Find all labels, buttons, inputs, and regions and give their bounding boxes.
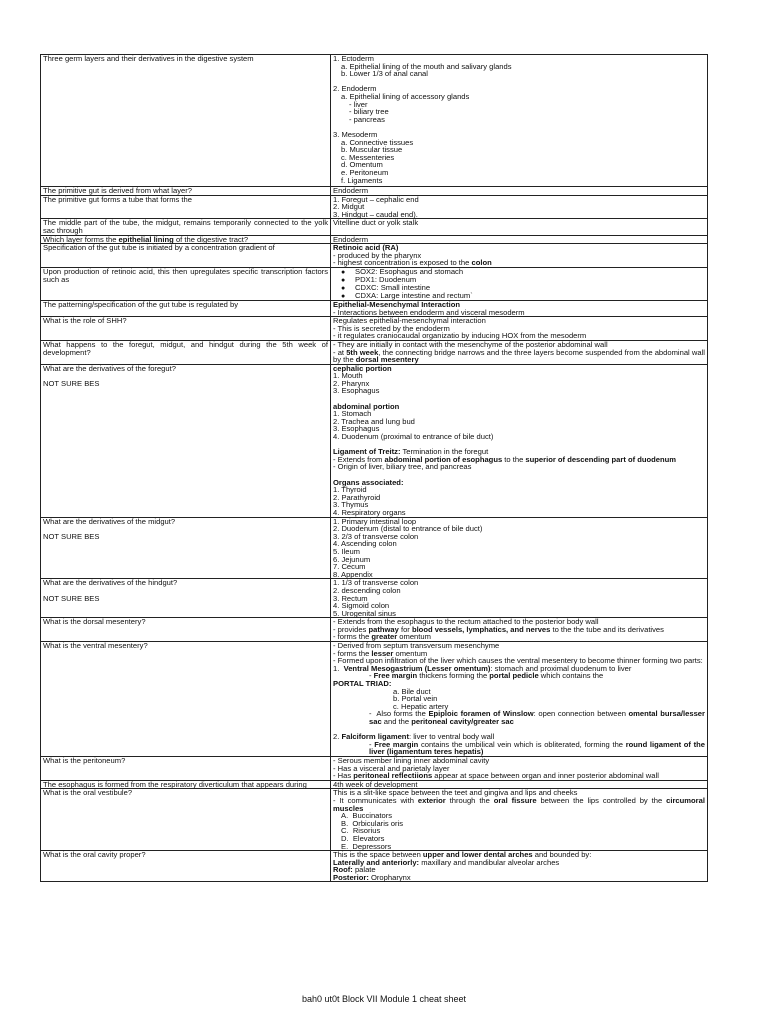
- table-row: [41, 340, 708, 364]
- page-footer: bah0 ut0t Block VII Module 1 cheat sheet: [301, 994, 467, 1004]
- answer-line: - Origin of liver, biliary tree, and pancreas: [333, 462, 472, 472]
- answer-line: - at 5th week, the connecting bridge narrows and the three layers become suspended from the abdominal wall by the dorsal mesentery: [333, 347, 708, 365]
- table-row: [41, 55, 708, 187]
- answer-line: 3. Thymus: [333, 500, 369, 510]
- answer-line: f. Ligaments: [341, 175, 383, 185]
- answer-line: 7. Cecum: [333, 562, 366, 572]
- table-row: [41, 267, 708, 300]
- question-cell: [41, 300, 331, 316]
- question-text: Upon production of retinoic acid, this then upregulates specific transcription factors such as: [43, 267, 331, 284]
- answer-line: - forms the lesser omentum: [333, 648, 428, 658]
- answer-line: E. Depressors: [341, 841, 392, 851]
- question-text: What is the role of SHH?: [43, 316, 127, 326]
- answer-line: 2. Parathyroid: [333, 492, 381, 502]
- question-cell: [41, 364, 331, 517]
- question-text: What are the derivatives of the foregut?: [43, 364, 176, 373]
- answer-line: e. Peritoneum: [341, 167, 389, 177]
- answer-heading: cephalic portion: [333, 364, 392, 373]
- answer-line: - Serous member lining inner abdominal cavity: [333, 756, 490, 765]
- answer-cell: [331, 235, 708, 244]
- answer-line: - Derived from septum transversum mesenchyme: [333, 641, 500, 651]
- question-cell: [41, 579, 331, 618]
- table-row: [41, 851, 708, 882]
- answer-cell: [331, 187, 708, 196]
- answer-cell: [331, 219, 708, 235]
- answer-line: 4. Duodenum (proximal to entrance of bile duct): [333, 432, 494, 442]
- answer-line: ● CDXA: Large intestine and rectum`: [333, 292, 705, 300]
- question-cell: [41, 642, 331, 757]
- question-cell: [41, 187, 331, 196]
- table-row: [41, 579, 708, 618]
- answer-cell: [331, 517, 708, 579]
- question-text: The patterning/specification of the gut tube is regulated by: [43, 300, 239, 309]
- answer-line: - Has peritoneal reflectiions appear at space between organ and inner posterior abdominal wall: [333, 771, 659, 781]
- answer-line: 2. Trachea and lung bud: [333, 416, 415, 426]
- answer-line: C. Risorius: [341, 826, 381, 836]
- answer-line: 1. 1/3 of transverse colon: [333, 578, 419, 588]
- question-cell: [41, 756, 331, 780]
- table-row: [41, 789, 708, 851]
- table-row: [41, 364, 708, 517]
- question-cell: [41, 340, 331, 364]
- answer-line: Vitelline duct or yolk stalk: [333, 218, 419, 228]
- answer-line: 4. Respiratory organs: [333, 507, 406, 517]
- answer-line: - highest concentration is exposed to the colon: [333, 258, 492, 268]
- question-text: Which layer forms the epithelial lining of the digestive tract?: [43, 235, 249, 244]
- answer-heading: Organs associated:: [333, 477, 404, 487]
- answer-cell: [331, 55, 708, 187]
- table-row: [41, 317, 708, 341]
- note-text: NOT SURE BES: [43, 378, 100, 388]
- table-row: [41, 756, 708, 780]
- answer-line: - Formed upon infiltration of the liver which causes the ventral mesentery to become thinner forming two parts:: [333, 656, 703, 666]
- answer-line: 1. Ventral Mesogastrium (Lesser omentum): stomach and proximal duodenum to liver: [333, 663, 632, 673]
- answer-cell: [331, 267, 708, 300]
- table-row: [41, 300, 708, 316]
- answer-line: A. Buccinators: [341, 811, 393, 821]
- answer-cell: [331, 195, 708, 219]
- table-row: [41, 780, 708, 789]
- answer-line: B. Orbicularis oris: [341, 818, 404, 828]
- question-text: Three germ layers and their derivatives in the digestive system: [43, 54, 254, 63]
- answer-line: d. Omentum: [341, 160, 383, 170]
- table-row: [41, 618, 708, 642]
- answer-line: - Also forms the Epiploic foramen of Winslow: open connection between omental bursa/lesser sac and the peritoneal cavity/greater sac: [369, 709, 708, 726]
- answer-line: - Extends from the esophagus to the rectum attached to the posterior body wall: [333, 617, 599, 627]
- answer-line: 4. Sigmoid colon: [333, 601, 390, 611]
- answer-line: Retinoic acid (RA): [333, 243, 399, 253]
- answer-line: b. Portal vein: [393, 694, 438, 704]
- answer-line: 3. Rectum: [333, 593, 368, 603]
- answer-line: - it regulates craniocaudal organizatio by inducing HOX from the mesoderm: [333, 331, 587, 341]
- note-text: NOT SURE BES: [43, 593, 100, 603]
- question-text: The middle part of the tube, the midgut, remains temporarily connected to the yolk sac through: [43, 218, 331, 235]
- answer-cell: [331, 579, 708, 618]
- answer-line: 4th week of development: [333, 780, 418, 789]
- question-text: The esophagus is formed from the respiratory diverticulum that appears during: [43, 780, 307, 789]
- question-text: What is the peritoneum?: [43, 756, 126, 765]
- answer-line: - pancreas: [349, 114, 385, 124]
- answer-line: D. Elevators: [341, 833, 385, 843]
- answer-line: 1. Mouth: [333, 371, 363, 381]
- answer-line: Roof: palate: [333, 865, 376, 875]
- answer-line: 1. Primary intestinal loop: [333, 517, 417, 526]
- question-text: What are the derivatives of the hindgut?: [43, 578, 178, 588]
- answer-line: - forms the greater omentum: [333, 632, 431, 642]
- question-text: What is the ventral mesentery?: [43, 641, 148, 651]
- answer-line: Regulates epithelial-mesenchymal interaction: [333, 316, 486, 326]
- question-cell: [41, 244, 331, 268]
- answer-line: 1. Foregut – cephalic end: [333, 195, 419, 204]
- answer-line: a. Connective tissues: [341, 137, 414, 147]
- answer-line: - It communicates with exterior through the oral fissure between the lips controlled by the circumoral muscles: [333, 795, 708, 813]
- table-row: [41, 517, 708, 579]
- answer-line: 1. Stomach: [333, 409, 372, 419]
- question-cell: [41, 219, 331, 235]
- answer-line: 8. Appendix: [333, 569, 373, 579]
- answer-cell: [331, 300, 708, 316]
- answer-line: 1. Thyroid: [333, 485, 367, 495]
- answer-cell: [331, 780, 708, 789]
- answer-line: Epithelial-Mesenchymal Interaction: [333, 300, 461, 309]
- answer-line: - provides pathway for blood vessels, lymphatics, and nerves to the the tube and its derivatives: [333, 624, 664, 634]
- table-row: [41, 235, 708, 244]
- answer-line: 2. Endoderm: [333, 84, 377, 94]
- answer-line: 4. Ascending colon: [333, 539, 397, 549]
- answer-cell: [331, 851, 708, 882]
- answer-line: b. Lower 1/3 of anal canal: [341, 69, 428, 79]
- answer-line: ● PDX1: Duodenum: [333, 276, 705, 284]
- answer-line: Laterally and anteriorly: maxillary and mandibular alveolar arches: [333, 857, 560, 867]
- answer-line: Endoderm: [333, 235, 369, 244]
- answer-cell: [331, 756, 708, 780]
- question-text: What are the derivatives of the midgut?: [43, 517, 176, 526]
- table-row: [41, 187, 708, 196]
- question-text: The primitive gut forms a tube that forms the: [43, 195, 192, 204]
- table-row: [41, 642, 708, 757]
- cheat-sheet-table: [40, 54, 708, 882]
- answer-line: 3. Mesoderm: [333, 129, 378, 139]
- answer-cell: [331, 340, 708, 364]
- question-text: What is the oral vestibule?: [43, 788, 133, 798]
- table-row: [41, 195, 708, 219]
- answer-line: - Free margin thickens forming the portal pedicle which contains the: [369, 671, 604, 681]
- answer-line: - liver: [349, 99, 368, 109]
- answer-line: Ligament of Treitz: Termination in the foregut: [333, 447, 489, 457]
- answer-line: - They are initially in contact with the mesenchyme of the posterior abdominal wall: [333, 340, 608, 349]
- answer-heading: PORTAL TRIAD:: [333, 679, 392, 689]
- answer-line: 2. Duodenum (distal to entrance of bile duct): [333, 524, 483, 534]
- answer-line: - This is secreted by the endoderm: [333, 323, 450, 333]
- answer-line: 6. Jejunum: [333, 554, 371, 564]
- answer-line: 1. Ectoderm: [333, 54, 374, 63]
- answer-cell: [331, 642, 708, 757]
- answer-line: - Interactions between endoderm and visceral mesoderm: [333, 307, 525, 317]
- answer-cell: [331, 364, 708, 517]
- answer-line: a. Bile duct: [393, 686, 431, 696]
- answer-line: - biliary tree: [349, 107, 389, 117]
- answer-line: 2. Pharynx: [333, 378, 370, 388]
- question-cell: [41, 851, 331, 882]
- answer-line: 3. Esophagus: [333, 386, 380, 396]
- answer-line: c. Messenteries: [341, 152, 395, 162]
- answer-line: 3. 2/3 of transverse colon: [333, 531, 419, 541]
- answer-heading: abdominal portion: [333, 401, 400, 411]
- answer-line: 5. Ileum: [333, 546, 361, 556]
- question-cell: [41, 235, 331, 244]
- question-cell: [41, 195, 331, 219]
- question-cell: [41, 789, 331, 851]
- answer-line: - Extends from abdominal portion of esophagus to the superior of descending part of duodenum: [333, 454, 677, 464]
- question-text: What is the oral cavity proper?: [43, 850, 146, 860]
- answer-line: 2. descending colon: [333, 585, 401, 595]
- answer-line: b. Muscular tissue: [341, 145, 403, 155]
- answer-line: 3. Esophagus: [333, 424, 380, 434]
- answer-cell: [331, 317, 708, 341]
- question-text: Specification of the gut tube is initiated by a concentration gradient of: [43, 243, 275, 253]
- question-cell: [41, 780, 331, 789]
- question-text: What happens to the foregut, midgut, and hindgut during the 5th week of development?: [43, 340, 331, 357]
- question-cell: [41, 618, 331, 642]
- question-cell: [41, 317, 331, 341]
- answer-line: 3. Hindgut – caudal end).: [333, 209, 418, 219]
- answer-line: Endoderm: [333, 186, 369, 195]
- answer-line: a. Epithelial lining of accessory glands: [341, 91, 470, 101]
- answer-line: 5. Urogenital sinus: [333, 608, 396, 618]
- question-cell: [41, 55, 331, 187]
- question-cell: [41, 517, 331, 579]
- answer-line: - produced by the pharynx: [333, 250, 422, 260]
- answer-cell: [331, 244, 708, 268]
- answer-line: a. Epithelial lining of the mouth and salivary glands: [341, 61, 512, 71]
- answer-line: 2. Midgut: [333, 202, 365, 212]
- answer-line: ● CDXC: Small intestine: [333, 284, 705, 292]
- question-cell: [41, 267, 331, 300]
- question-text: What is the dorsal mesentery?: [43, 617, 146, 627]
- table-row: [41, 219, 708, 235]
- answer-cell: [331, 618, 708, 642]
- answer-line: This is the space between upper and lower dental arches and bounded by:: [333, 850, 592, 860]
- answer-line: - Free margin contains the umbilical vein which is obliterated, forming the round ligament of the liver (ligamentum teres hepatis): [369, 739, 708, 757]
- question-text: The primitive gut is derived from what layer?: [43, 186, 192, 195]
- answer-cell: [331, 789, 708, 851]
- answer-line: c. Hepatic artery: [393, 701, 449, 711]
- answer-line: 2. Falciform ligament: liver to ventral body wall: [333, 732, 495, 742]
- note-text: NOT SURE BES: [43, 531, 100, 541]
- table-row: [41, 244, 708, 268]
- answer-line: - Has a visceral and parietaly layer: [333, 763, 450, 773]
- answer-line: This is a slit-like space between the teet and gingiva and lips and cheeks: [333, 788, 578, 798]
- answer-line: Posterior: Oropharynx: [333, 872, 411, 882]
- answer-line: ● SOX2: Esophagus and stomach: [333, 268, 705, 276]
